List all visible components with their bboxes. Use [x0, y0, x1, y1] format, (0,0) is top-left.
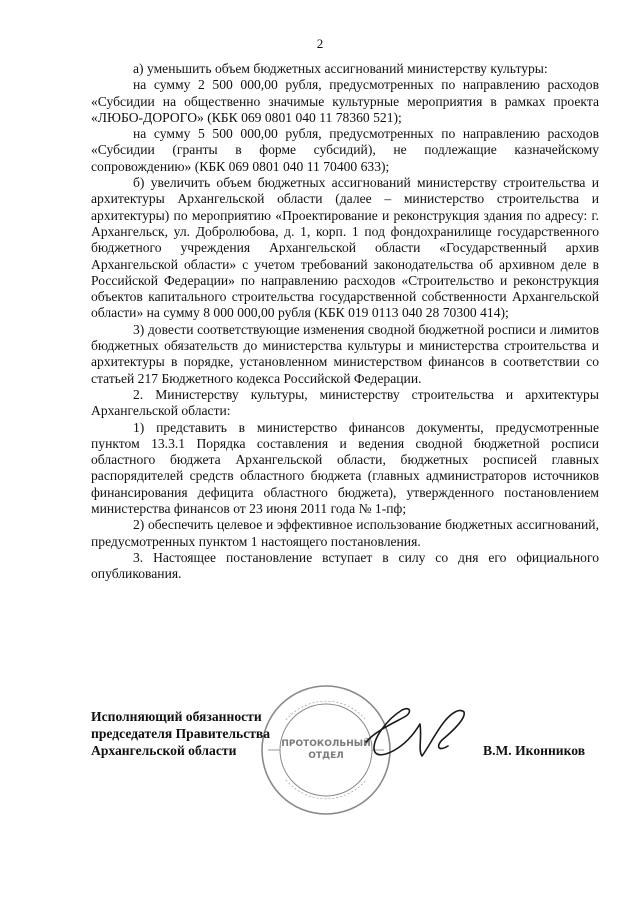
paragraph: а) уменьшить объем бюджетных ассигнований министерству культуры: — [133, 61, 548, 76]
svg-text:ОТДЕЛ: ОТДЕЛ — [308, 751, 344, 761]
signatory-title-line: Архангельской области — [91, 743, 237, 758]
handwritten-signature — [356, 700, 486, 770]
paragraph: 3. Настоящее постановление вступает в силу со дня его официального опубликования. — [91, 549, 599, 582]
signatory-name: В.М. Иконников — [483, 743, 586, 758]
paragraph: на сумму 2 500 000,00 рубля, предусмотренных по направлению расходов «Субсидии на общественно значимые культурные мероприятия в рамках проекта «ЛЮБО-ДОРОГО» (КБК 069 0801 040 11 78360 521); — [91, 77, 599, 125]
paragraph: 2) обеспечить целевое и эффективное использование бюджетных ассигнований, предусмотренных пунктом 1 настоящего постановления. — [91, 517, 599, 549]
paragraph: 3) довести соответствующие изменения сводной бюджетной росписи и лимитов бюджетных обязательств до министерства культуры и министерства строительства и архитектуры в порядке, установленном министерством финансов в соответствии со статьей 217 Бюджетного кодекса Российской Федерации. — [91, 321, 599, 386]
signatory-title-line: председателя Правительства — [91, 726, 271, 741]
svg-text:ПРОТОКОЛЬНЫЙ: ПРОТОКОЛЬНЫЙ — [281, 739, 371, 749]
signatory-title-line: Исполняющий обязанности — [91, 709, 262, 724]
paragraph: 2. Министерству культуры, министерству строительства и архитектуры Архангельской области: — [91, 386, 599, 419]
paragraph: на сумму 5 500 000,00 рубля, предусмотренных по направлению расходов «Субсидии (гранты в форме субсидий), не подлежащие казначейскому сопровождению» (КБК 069 0801 040 11 70400 633); — [91, 126, 599, 174]
paragraph: 1) представить в министерство финансов документы, предусмотренные пунктом 13.3.1 Порядка составления и ведения сводной бюджетной росписи областного бюджета Архангельской области, бюджетных росписей главных распорядителей средств областного бюджета (главных администраторов источников финансирования дефицита областного бюджета), утвержденного постановлением министерства финансов от 23 июня 2011 года № 1-пф; — [91, 419, 599, 517]
document-body — [91, 61, 599, 583]
paragraph: б) увеличить объем бюджетных ассигнований министерству строительства и архитектуры Архангельской области (далее – министерство строительства и архитектуры) по мероприятию «Проектирование и реконструкция здания по адресу: г. Архангельск, ул. Добролюбова, д. 1, корп. 1 под фондохранилище государственного бюджетного учреждения Архангельской области «Государственный архив Архангельской области» с учетом требований законодательства об архивном деле в Российской Федерации» по направлению расходов «Строительство и реконструкция объектов капитального строительства государственной собственности Архангельской области» на сумму 8 000 000,00 рубля (КБК 019 0113 040 28 70300 414); — [91, 175, 599, 321]
signature-block — [91, 708, 611, 828]
page-number: 2 — [316, 36, 324, 51]
